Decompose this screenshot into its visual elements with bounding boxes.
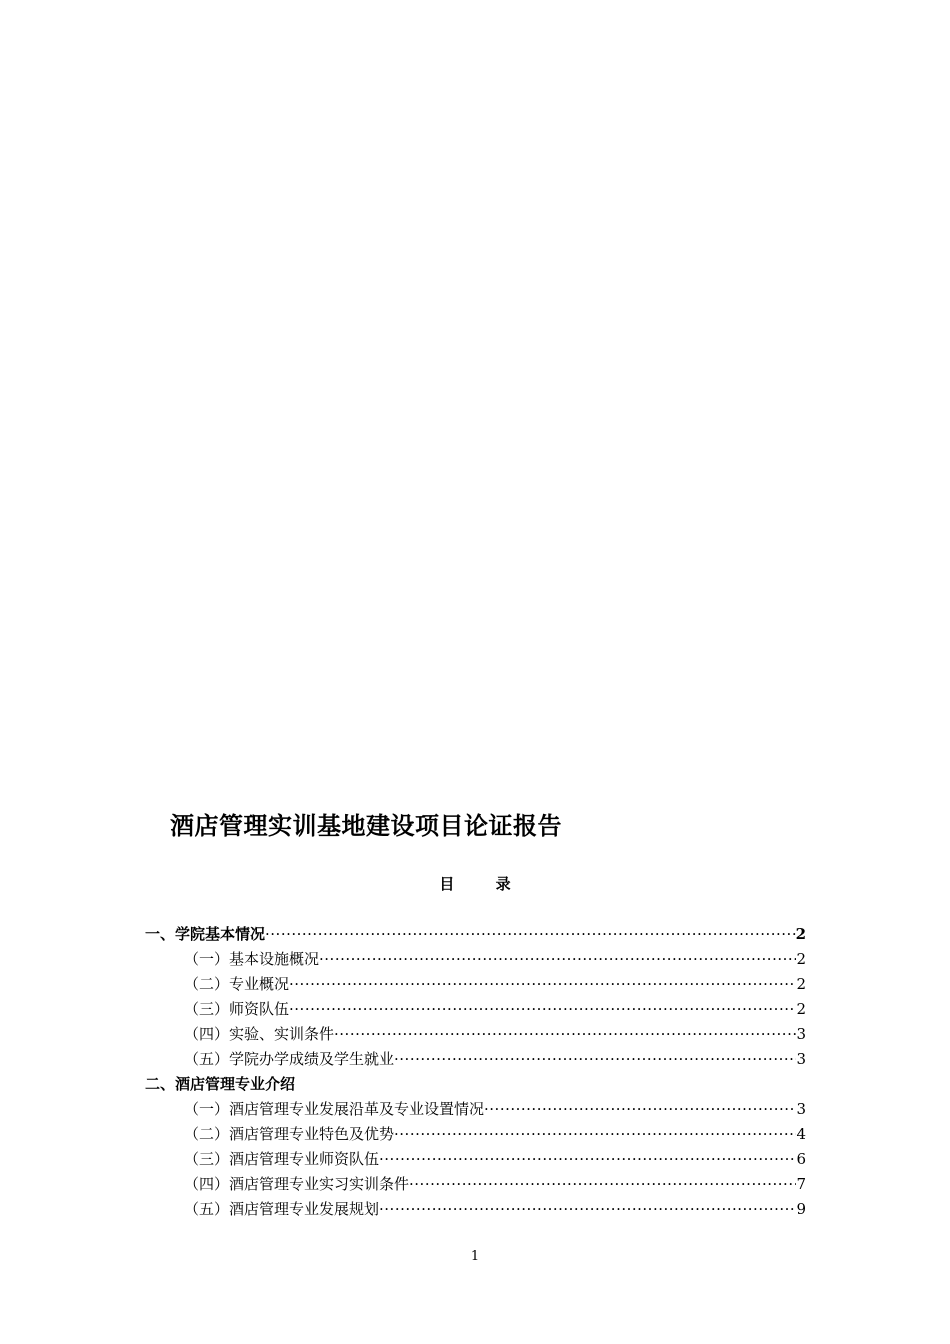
toc-entry-2-1[interactable] [145, 1097, 806, 1122]
toc-entry-label: （三）师资队伍 [184, 1000, 290, 1018]
toc-entry-page: 3 [796, 1025, 806, 1043]
toc-entry-1-4[interactable] [145, 1022, 806, 1047]
toc-dot-leader [289, 997, 796, 1022]
table-of-contents [145, 922, 806, 1222]
toc-entry-page: 4 [796, 1125, 806, 1143]
toc-dot-leader [334, 1022, 796, 1047]
toc-dot-leader [379, 1197, 796, 1222]
toc-entry-page: 3 [796, 1100, 806, 1118]
toc-entry-label: 二、酒店管理专业介绍 [145, 1075, 296, 1093]
toc-entry-label: （四）实验、实训条件 [184, 1025, 335, 1043]
toc-entry-page: 9 [796, 1200, 806, 1218]
document-title: 酒店管理实训基地建设项目论证报告 [170, 811, 562, 840]
toc-entry-1-1[interactable] [145, 947, 806, 972]
toc-dot-leader [409, 1172, 796, 1197]
toc-entry-1[interactable] [145, 922, 806, 947]
toc-entry-2[interactable] [145, 1072, 806, 1097]
toc-heading: 目 录 [439, 875, 529, 893]
toc-entry-page: 3 [796, 1050, 806, 1068]
toc-entry-1-5[interactable] [145, 1047, 806, 1072]
toc-entry-page: 6 [796, 1150, 806, 1168]
toc-entry-page: 2 [796, 1000, 806, 1018]
toc-entry-page: 2 [796, 950, 806, 968]
toc-dot-leader [379, 1147, 796, 1172]
toc-entry-label: （二）酒店管理专业特色及优势 [184, 1125, 395, 1143]
toc-entry-1-2[interactable] [145, 972, 806, 997]
page-number: 1 [470, 1249, 480, 1264]
toc-dot-leader [484, 1097, 796, 1122]
toc-dot-leader [289, 972, 796, 997]
toc-entry-2-2[interactable] [145, 1122, 806, 1147]
toc-entry-page: 2 [795, 925, 806, 943]
toc-entry-2-3[interactable] [145, 1147, 806, 1172]
toc-entry-page: 7 [796, 1175, 806, 1193]
toc-entry-label: （四）酒店管理专业实习实训条件 [184, 1175, 410, 1193]
toc-dot-leader [319, 947, 796, 972]
toc-entry-label: 一、学院基本情况 [145, 925, 266, 943]
toc-entry-2-4[interactable] [145, 1172, 806, 1197]
toc-entry-label: （五）学院办学成绩及学生就业 [184, 1050, 395, 1068]
toc-entry-label: （一）基本设施概况 [184, 950, 320, 968]
toc-entry-page: 2 [796, 975, 806, 993]
toc-entry-label: （二）专业概况 [184, 975, 290, 993]
toc-dot-leader [394, 1047, 796, 1072]
toc-entry-label: （五）酒店管理专业发展规划 [184, 1200, 380, 1218]
toc-entry-label: （一）酒店管理专业发展沿革及专业设置情况 [184, 1100, 485, 1118]
toc-entry-label: （三）酒店管理专业师资队伍 [184, 1150, 380, 1168]
toc-dot-leader [394, 1122, 796, 1147]
toc-dot-leader [265, 922, 796, 947]
toc-entry-1-3[interactable] [145, 997, 806, 1022]
toc-entry-2-5[interactable] [145, 1197, 806, 1222]
